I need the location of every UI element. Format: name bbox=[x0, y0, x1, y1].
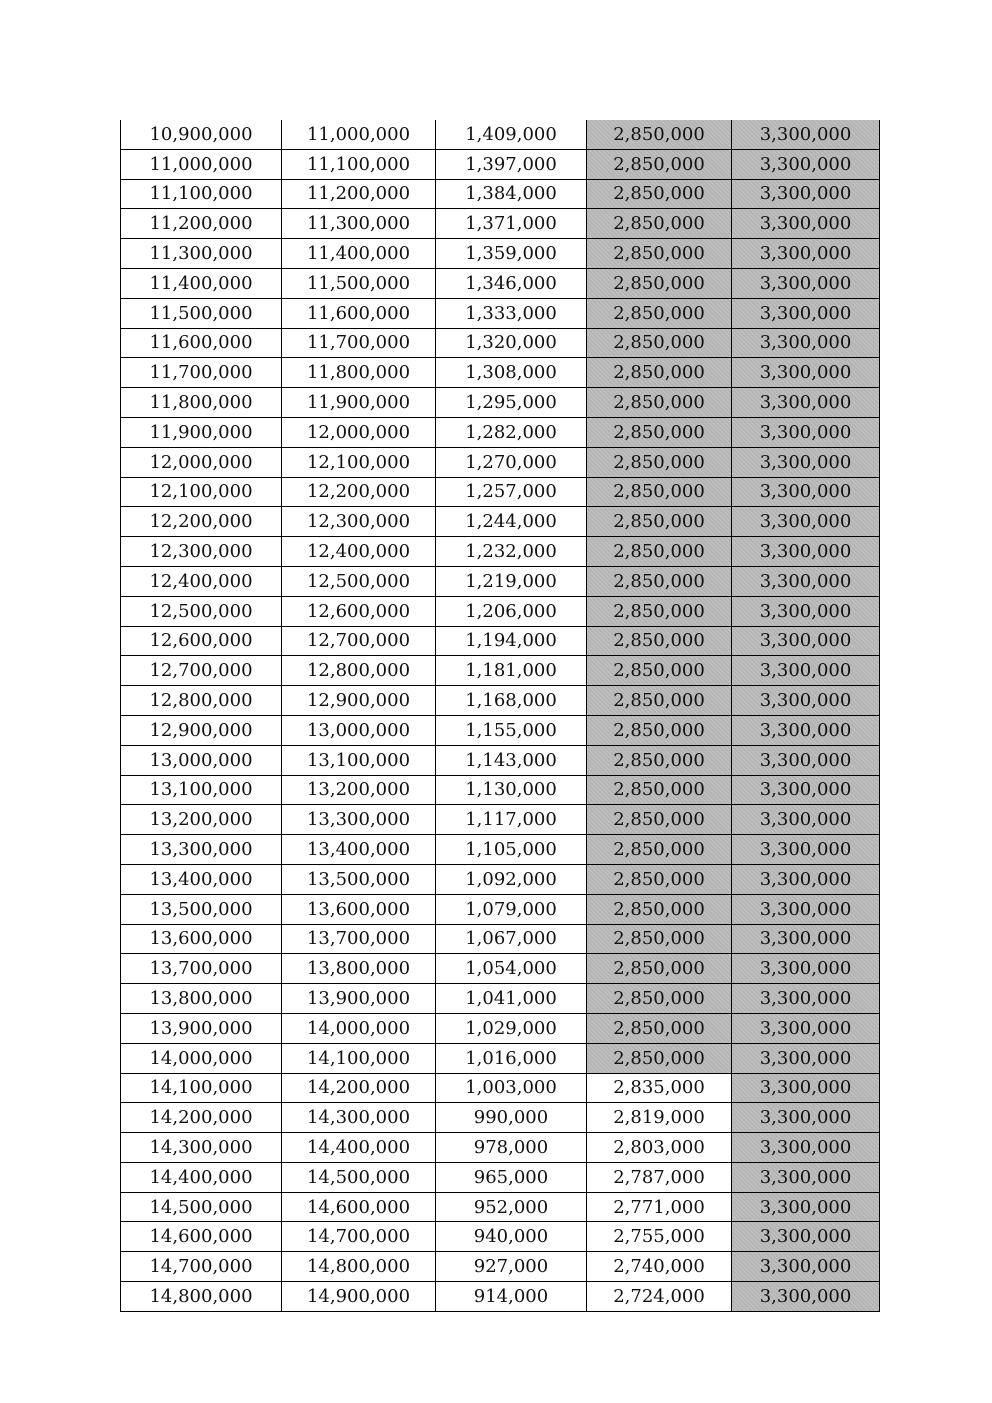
amount-cell: 1,333,000 bbox=[436, 298, 587, 328]
fixed-amount-cell: 3,300,000 bbox=[732, 447, 880, 477]
shaded-amount-cell: 2,850,000 bbox=[587, 417, 732, 447]
fixed-amount-cell: 3,300,000 bbox=[732, 686, 880, 716]
fixed-amount-cell: 3,300,000 bbox=[732, 1133, 880, 1163]
shaded-amount-cell: 2,850,000 bbox=[587, 954, 732, 984]
range-to-cell: 13,200,000 bbox=[282, 775, 436, 805]
amount-cell: 1,016,000 bbox=[436, 1043, 587, 1073]
amount-cell: 952,000 bbox=[436, 1192, 587, 1222]
range-from-cell: 11,200,000 bbox=[121, 209, 282, 239]
range-to-cell: 14,900,000 bbox=[282, 1282, 436, 1312]
range-to-cell: 11,900,000 bbox=[282, 388, 436, 418]
amount-cell: 1,092,000 bbox=[436, 864, 587, 894]
fixed-amount-cell: 3,300,000 bbox=[732, 596, 880, 626]
fixed-amount-cell: 3,300,000 bbox=[732, 417, 880, 447]
fixed-amount-cell: 3,300,000 bbox=[732, 1013, 880, 1043]
table-row bbox=[121, 656, 880, 686]
shaded-amount-cell: 2,771,000 bbox=[587, 1192, 732, 1222]
shaded-amount-cell: 2,803,000 bbox=[587, 1133, 732, 1163]
shaded-amount-cell: 2,850,000 bbox=[587, 537, 732, 567]
range-from-cell: 11,000,000 bbox=[121, 149, 282, 179]
range-to-cell: 13,700,000 bbox=[282, 924, 436, 954]
table-row bbox=[121, 1222, 880, 1252]
shaded-amount-cell: 2,850,000 bbox=[587, 358, 732, 388]
shaded-amount-cell: 2,850,000 bbox=[587, 686, 732, 716]
range-to-cell: 11,400,000 bbox=[282, 239, 436, 269]
range-to-cell: 12,400,000 bbox=[282, 537, 436, 567]
table-row bbox=[121, 179, 880, 209]
fixed-amount-cell: 3,300,000 bbox=[732, 1222, 880, 1252]
shaded-amount-cell: 2,850,000 bbox=[587, 835, 732, 865]
shaded-amount-cell: 2,850,000 bbox=[587, 268, 732, 298]
fixed-amount-cell: 3,300,000 bbox=[732, 864, 880, 894]
fixed-amount-cell: 3,300,000 bbox=[732, 298, 880, 328]
shaded-amount-cell: 2,850,000 bbox=[587, 864, 732, 894]
amount-cell: 1,155,000 bbox=[436, 715, 587, 745]
range-to-cell: 11,700,000 bbox=[282, 328, 436, 358]
fixed-amount-cell: 3,300,000 bbox=[732, 1282, 880, 1312]
amount-cell: 1,397,000 bbox=[436, 149, 587, 179]
table-row bbox=[121, 775, 880, 805]
amount-cell: 1,384,000 bbox=[436, 179, 587, 209]
amount-cell: 1,168,000 bbox=[436, 686, 587, 716]
amount-cell: 1,409,000 bbox=[436, 120, 587, 149]
table-row bbox=[121, 745, 880, 775]
amount-cell: 1,270,000 bbox=[436, 447, 587, 477]
fixed-amount-cell: 3,300,000 bbox=[732, 835, 880, 865]
range-to-cell: 11,500,000 bbox=[282, 268, 436, 298]
table-row bbox=[121, 447, 880, 477]
table-row bbox=[121, 835, 880, 865]
amount-cell: 1,143,000 bbox=[436, 745, 587, 775]
fixed-amount-cell: 3,300,000 bbox=[732, 656, 880, 686]
table-row bbox=[121, 596, 880, 626]
fixed-amount-cell: 3,300,000 bbox=[732, 924, 880, 954]
range-from-cell: 12,400,000 bbox=[121, 566, 282, 596]
shaded-amount-cell: 2,850,000 bbox=[587, 179, 732, 209]
range-from-cell: 11,300,000 bbox=[121, 239, 282, 269]
amount-cell: 1,371,000 bbox=[436, 209, 587, 239]
shaded-amount-cell: 2,835,000 bbox=[587, 1073, 732, 1103]
range-from-cell: 11,800,000 bbox=[121, 388, 282, 418]
table-row bbox=[121, 715, 880, 745]
fixed-amount-cell: 3,300,000 bbox=[732, 715, 880, 745]
amount-cell: 940,000 bbox=[436, 1222, 587, 1252]
table-row bbox=[121, 209, 880, 239]
amount-cell: 914,000 bbox=[436, 1282, 587, 1312]
table-row bbox=[121, 328, 880, 358]
range-to-cell: 14,700,000 bbox=[282, 1222, 436, 1252]
fixed-amount-cell: 3,300,000 bbox=[732, 626, 880, 656]
range-from-cell: 14,100,000 bbox=[121, 1073, 282, 1103]
fixed-amount-cell: 3,300,000 bbox=[732, 1103, 880, 1133]
fixed-amount-cell: 3,300,000 bbox=[732, 745, 880, 775]
fixed-amount-cell: 3,300,000 bbox=[732, 239, 880, 269]
table-row bbox=[121, 507, 880, 537]
range-to-cell: 12,100,000 bbox=[282, 447, 436, 477]
fixed-amount-cell: 3,300,000 bbox=[732, 894, 880, 924]
range-to-cell: 12,800,000 bbox=[282, 656, 436, 686]
range-to-cell: 12,200,000 bbox=[282, 477, 436, 507]
fixed-amount-cell: 3,300,000 bbox=[732, 120, 880, 149]
range-to-cell: 11,300,000 bbox=[282, 209, 436, 239]
table-row bbox=[121, 477, 880, 507]
range-to-cell: 13,500,000 bbox=[282, 864, 436, 894]
range-to-cell: 14,800,000 bbox=[282, 1252, 436, 1282]
table-row bbox=[121, 864, 880, 894]
table-row bbox=[121, 239, 880, 269]
range-to-cell: 13,800,000 bbox=[282, 954, 436, 984]
range-from-cell: 13,100,000 bbox=[121, 775, 282, 805]
range-to-cell: 14,000,000 bbox=[282, 1013, 436, 1043]
range-from-cell: 12,200,000 bbox=[121, 507, 282, 537]
amount-cell: 1,219,000 bbox=[436, 566, 587, 596]
range-to-cell: 11,200,000 bbox=[282, 179, 436, 209]
amount-cell: 927,000 bbox=[436, 1252, 587, 1282]
amount-cell: 1,295,000 bbox=[436, 388, 587, 418]
range-from-cell: 14,600,000 bbox=[121, 1222, 282, 1252]
range-to-cell: 12,600,000 bbox=[282, 596, 436, 626]
range-to-cell: 13,300,000 bbox=[282, 805, 436, 835]
shaded-amount-cell: 2,850,000 bbox=[587, 507, 732, 537]
amount-cell: 978,000 bbox=[436, 1133, 587, 1163]
range-from-cell: 12,300,000 bbox=[121, 537, 282, 567]
range-from-cell: 14,700,000 bbox=[121, 1252, 282, 1282]
shaded-amount-cell: 2,850,000 bbox=[587, 209, 732, 239]
range-to-cell: 11,800,000 bbox=[282, 358, 436, 388]
range-from-cell: 14,500,000 bbox=[121, 1192, 282, 1222]
range-to-cell: 12,700,000 bbox=[282, 626, 436, 656]
table-row bbox=[121, 388, 880, 418]
shaded-amount-cell: 2,850,000 bbox=[587, 656, 732, 686]
fixed-amount-cell: 3,300,000 bbox=[732, 1073, 880, 1103]
amount-cell: 1,041,000 bbox=[436, 984, 587, 1014]
shaded-amount-cell: 2,850,000 bbox=[587, 626, 732, 656]
shaded-amount-cell: 2,850,000 bbox=[587, 894, 732, 924]
range-to-cell: 13,100,000 bbox=[282, 745, 436, 775]
amount-cell: 1,257,000 bbox=[436, 477, 587, 507]
shaded-amount-cell: 2,850,000 bbox=[587, 566, 732, 596]
range-to-cell: 13,600,000 bbox=[282, 894, 436, 924]
table-row bbox=[121, 894, 880, 924]
range-from-cell: 13,500,000 bbox=[121, 894, 282, 924]
table-row bbox=[121, 1133, 880, 1163]
range-from-cell: 11,900,000 bbox=[121, 417, 282, 447]
amount-cell: 1,244,000 bbox=[436, 507, 587, 537]
range-from-cell: 14,400,000 bbox=[121, 1162, 282, 1192]
range-to-cell: 13,900,000 bbox=[282, 984, 436, 1014]
amount-cell: 1,232,000 bbox=[436, 537, 587, 567]
shaded-amount-cell: 2,850,000 bbox=[587, 1043, 732, 1073]
range-from-cell: 11,600,000 bbox=[121, 328, 282, 358]
range-to-cell: 14,300,000 bbox=[282, 1103, 436, 1133]
range-from-cell: 13,300,000 bbox=[121, 835, 282, 865]
amount-cell: 1,105,000 bbox=[436, 835, 587, 865]
table-row bbox=[121, 298, 880, 328]
range-to-cell: 11,600,000 bbox=[282, 298, 436, 328]
fixed-amount-cell: 3,300,000 bbox=[732, 328, 880, 358]
range-from-cell: 10,900,000 bbox=[121, 120, 282, 149]
table-row bbox=[121, 805, 880, 835]
range-from-cell: 13,700,000 bbox=[121, 954, 282, 984]
table-row bbox=[121, 1282, 880, 1312]
amount-cell: 990,000 bbox=[436, 1103, 587, 1133]
shaded-amount-cell: 2,850,000 bbox=[587, 388, 732, 418]
shaded-amount-cell: 2,724,000 bbox=[587, 1282, 732, 1312]
fixed-amount-cell: 3,300,000 bbox=[732, 1043, 880, 1073]
range-to-cell: 12,500,000 bbox=[282, 566, 436, 596]
shaded-amount-cell: 2,850,000 bbox=[587, 775, 732, 805]
table-row bbox=[121, 1192, 880, 1222]
shaded-amount-cell: 2,755,000 bbox=[587, 1222, 732, 1252]
range-to-cell: 14,400,000 bbox=[282, 1133, 436, 1163]
range-from-cell: 12,700,000 bbox=[121, 656, 282, 686]
range-from-cell: 14,200,000 bbox=[121, 1103, 282, 1133]
table-row bbox=[121, 924, 880, 954]
shaded-amount-cell: 2,850,000 bbox=[587, 715, 732, 745]
table-row bbox=[121, 954, 880, 984]
amount-cell: 1,359,000 bbox=[436, 239, 587, 269]
fixed-amount-cell: 3,300,000 bbox=[732, 477, 880, 507]
amount-cell: 1,029,000 bbox=[436, 1013, 587, 1043]
amount-cell: 1,054,000 bbox=[436, 954, 587, 984]
table-row bbox=[121, 1073, 880, 1103]
shaded-amount-cell: 2,850,000 bbox=[587, 298, 732, 328]
shaded-amount-cell: 2,850,000 bbox=[587, 149, 732, 179]
table-row bbox=[121, 537, 880, 567]
amount-cell: 965,000 bbox=[436, 1162, 587, 1192]
amount-cell: 1,079,000 bbox=[436, 894, 587, 924]
wage-table bbox=[120, 120, 880, 1312]
range-from-cell: 13,800,000 bbox=[121, 984, 282, 1014]
range-to-cell: 12,300,000 bbox=[282, 507, 436, 537]
shaded-amount-cell: 2,850,000 bbox=[587, 328, 732, 358]
table-row bbox=[121, 1013, 880, 1043]
fixed-amount-cell: 3,300,000 bbox=[732, 1252, 880, 1282]
range-to-cell: 14,200,000 bbox=[282, 1073, 436, 1103]
range-from-cell: 12,000,000 bbox=[121, 447, 282, 477]
amount-cell: 1,067,000 bbox=[436, 924, 587, 954]
table-row bbox=[121, 686, 880, 716]
table-body bbox=[121, 120, 880, 1311]
range-to-cell: 12,000,000 bbox=[282, 417, 436, 447]
fixed-amount-cell: 3,300,000 bbox=[732, 1192, 880, 1222]
table-row bbox=[121, 1043, 880, 1073]
amount-cell: 1,320,000 bbox=[436, 328, 587, 358]
range-from-cell: 12,800,000 bbox=[121, 686, 282, 716]
range-from-cell: 13,000,000 bbox=[121, 745, 282, 775]
range-to-cell: 14,100,000 bbox=[282, 1043, 436, 1073]
shaded-amount-cell: 2,787,000 bbox=[587, 1162, 732, 1192]
table-row bbox=[121, 358, 880, 388]
fixed-amount-cell: 3,300,000 bbox=[732, 805, 880, 835]
table-row bbox=[121, 1162, 880, 1192]
amount-cell: 1,117,000 bbox=[436, 805, 587, 835]
range-from-cell: 12,900,000 bbox=[121, 715, 282, 745]
shaded-amount-cell: 2,850,000 bbox=[587, 447, 732, 477]
table-row bbox=[121, 1103, 880, 1133]
shaded-amount-cell: 2,850,000 bbox=[587, 924, 732, 954]
amount-cell: 1,346,000 bbox=[436, 268, 587, 298]
range-from-cell: 13,200,000 bbox=[121, 805, 282, 835]
range-to-cell: 11,100,000 bbox=[282, 149, 436, 179]
fixed-amount-cell: 3,300,000 bbox=[732, 209, 880, 239]
shaded-amount-cell: 2,850,000 bbox=[587, 596, 732, 626]
range-from-cell: 11,100,000 bbox=[121, 179, 282, 209]
fixed-amount-cell: 3,300,000 bbox=[732, 1162, 880, 1192]
table-row bbox=[121, 566, 880, 596]
range-from-cell: 12,500,000 bbox=[121, 596, 282, 626]
amount-cell: 1,003,000 bbox=[436, 1073, 587, 1103]
fixed-amount-cell: 3,300,000 bbox=[732, 954, 880, 984]
range-from-cell: 14,800,000 bbox=[121, 1282, 282, 1312]
fixed-amount-cell: 3,300,000 bbox=[732, 507, 880, 537]
fixed-amount-cell: 3,300,000 bbox=[732, 268, 880, 298]
range-to-cell: 14,500,000 bbox=[282, 1162, 436, 1192]
shaded-amount-cell: 2,740,000 bbox=[587, 1252, 732, 1282]
fixed-amount-cell: 3,300,000 bbox=[732, 149, 880, 179]
fixed-amount-cell: 3,300,000 bbox=[732, 388, 880, 418]
table-row bbox=[121, 268, 880, 298]
shaded-amount-cell: 2,850,000 bbox=[587, 239, 732, 269]
fixed-amount-cell: 3,300,000 bbox=[732, 775, 880, 805]
shaded-amount-cell: 2,850,000 bbox=[587, 477, 732, 507]
shaded-amount-cell: 2,850,000 bbox=[587, 1013, 732, 1043]
amount-cell: 1,130,000 bbox=[436, 775, 587, 805]
amount-cell: 1,181,000 bbox=[436, 656, 587, 686]
range-from-cell: 12,600,000 bbox=[121, 626, 282, 656]
amount-cell: 1,308,000 bbox=[436, 358, 587, 388]
table-row bbox=[121, 120, 880, 149]
shaded-amount-cell: 2,850,000 bbox=[587, 805, 732, 835]
table-row bbox=[121, 149, 880, 179]
table-row bbox=[121, 984, 880, 1014]
range-from-cell: 14,300,000 bbox=[121, 1133, 282, 1163]
table-row bbox=[121, 626, 880, 656]
amount-cell: 1,206,000 bbox=[436, 596, 587, 626]
fixed-amount-cell: 3,300,000 bbox=[732, 358, 880, 388]
shaded-amount-cell: 2,819,000 bbox=[587, 1103, 732, 1133]
range-from-cell: 13,400,000 bbox=[121, 864, 282, 894]
range-from-cell: 11,700,000 bbox=[121, 358, 282, 388]
range-to-cell: 14,600,000 bbox=[282, 1192, 436, 1222]
range-to-cell: 12,900,000 bbox=[282, 686, 436, 716]
shaded-amount-cell: 2,850,000 bbox=[587, 120, 732, 149]
fixed-amount-cell: 3,300,000 bbox=[732, 984, 880, 1014]
fixed-amount-cell: 3,300,000 bbox=[732, 179, 880, 209]
range-to-cell: 13,000,000 bbox=[282, 715, 436, 745]
range-from-cell: 13,600,000 bbox=[121, 924, 282, 954]
amount-cell: 1,282,000 bbox=[436, 417, 587, 447]
shaded-amount-cell: 2,850,000 bbox=[587, 984, 732, 1014]
range-from-cell: 11,400,000 bbox=[121, 268, 282, 298]
table-row bbox=[121, 1252, 880, 1282]
amount-cell: 1,194,000 bbox=[436, 626, 587, 656]
range-from-cell: 11,500,000 bbox=[121, 298, 282, 328]
shaded-amount-cell: 2,850,000 bbox=[587, 745, 732, 775]
range-to-cell: 13,400,000 bbox=[282, 835, 436, 865]
range-from-cell: 12,100,000 bbox=[121, 477, 282, 507]
table-row bbox=[121, 417, 880, 447]
fixed-amount-cell: 3,300,000 bbox=[732, 566, 880, 596]
range-from-cell: 14,000,000 bbox=[121, 1043, 282, 1073]
fixed-amount-cell: 3,300,000 bbox=[732, 537, 880, 567]
range-from-cell: 13,900,000 bbox=[121, 1013, 282, 1043]
range-to-cell: 11,000,000 bbox=[282, 120, 436, 149]
